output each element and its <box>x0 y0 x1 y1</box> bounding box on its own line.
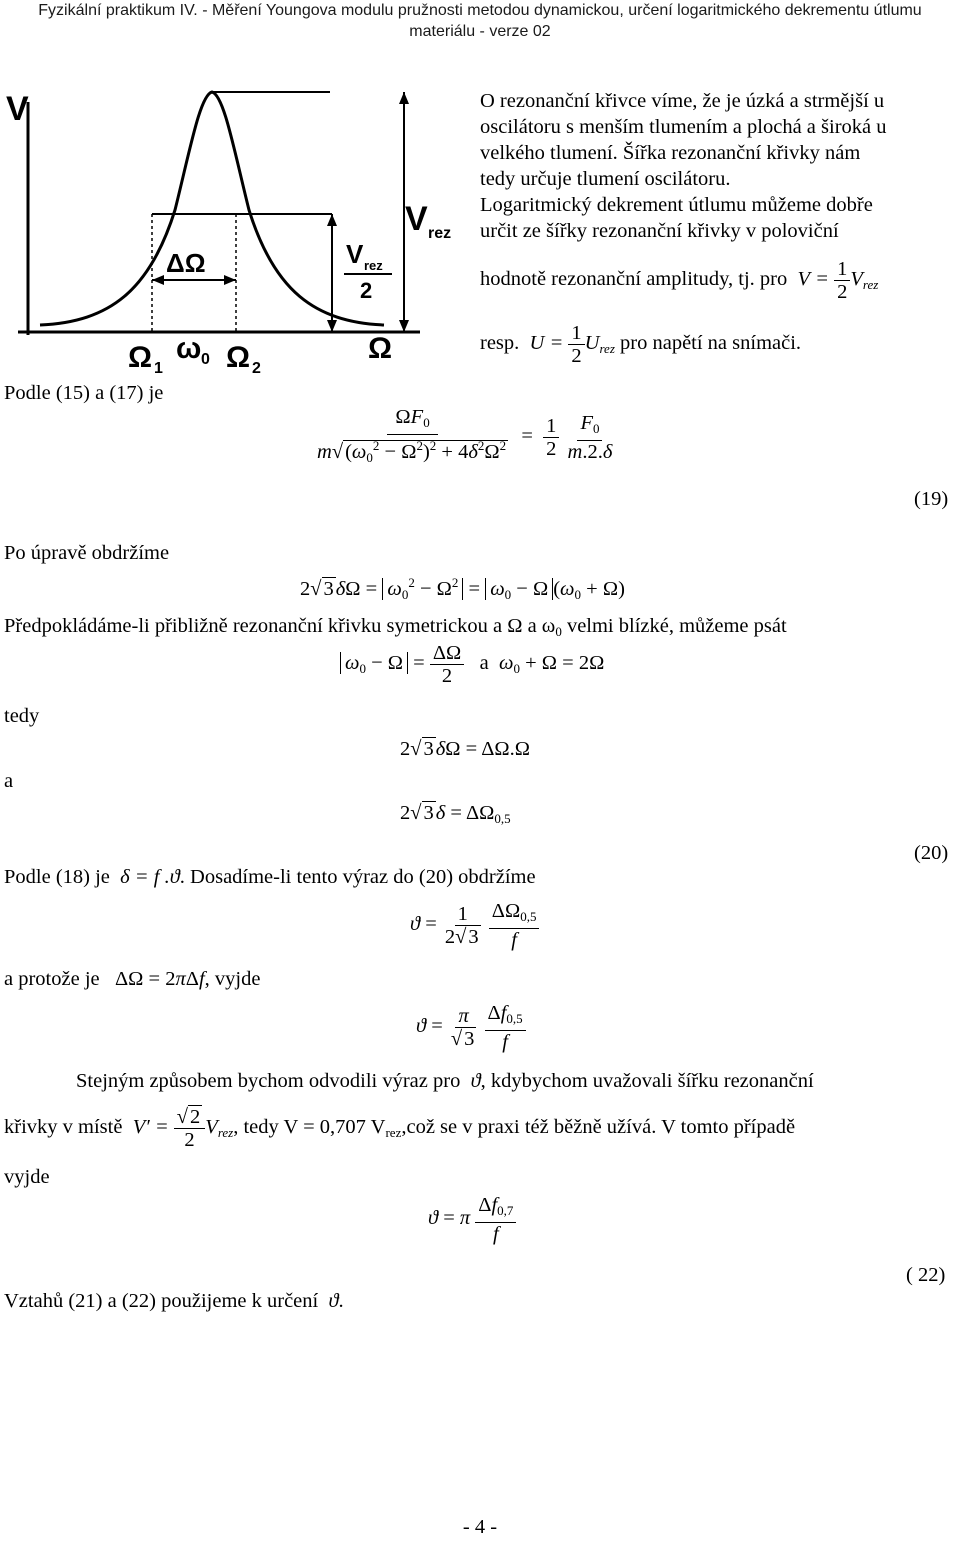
text-line: a protože je <box>4 968 100 990</box>
equation-theta-1: ϑ = $\frac{1}{2√3}$ $\frac{\Delta\Omega_{0,5}}{f}$ <box>410 900 539 951</box>
text-vyjde: vyjde <box>4 1166 50 1188</box>
omega1-sub: 1 <box>154 360 163 377</box>
equation-number-20: (20) <box>914 842 949 864</box>
text-line: Vztahů (21) a (22) použijeme k určení <box>4 1290 319 1312</box>
resonance-curve-figure <box>0 80 470 380</box>
paragraph-line: oscilátoru s menším tlumením a plochá a široká u <box>480 116 887 138</box>
subscript: rez <box>385 1125 402 1141</box>
subscript: 0 <box>555 624 562 639</box>
text-stejnym: Stejným způsobem bychom odvodili výraz pro ϑ, kdybychom uvažovali šířku rezonanční <box>76 1070 814 1092</box>
paragraph-line-with-formula: hodnotě rezonanční amplitudy, tj. pro V = $\frac{1}{2}$ $V_{rez}$ <box>480 258 879 303</box>
y-axis-label: V <box>6 90 29 128</box>
paragraph-line: pro napětí na snímači. <box>620 332 802 355</box>
x-axis-label: Ω <box>368 332 393 365</box>
page-header <box>0 0 960 42</box>
text-line: . Dosadíme-li tento výraz do (20) obdržíme <box>179 866 536 888</box>
half-vrez-label-sub: rez <box>364 258 383 273</box>
omega2-label: Ω <box>226 341 251 374</box>
equation-number-22: ( 22) <box>906 1264 946 1286</box>
text-a: a <box>4 770 14 792</box>
text-krivky: křivky v místě V′ = $\frac{√2}{2}$ $V_{rez}$, tedy V = 0,707 $V_{rez},což$ se v praxi též běžně užívá. V tomto případě <box>4 1106 796 1151</box>
paragraph-line-resp: resp. U = $\frac{1}{2}$ $U_{rez}$ pro napětí na snímači. <box>480 322 802 367</box>
equation-a: $2√3\delta = \Delta\Omega_{0,5}$ <box>400 802 511 826</box>
paragraph-line: tedy určuje tlumení oscilátoru. <box>480 168 731 190</box>
equation-number-19: (19) <box>914 488 949 510</box>
text-line: křivky v místě <box>4 1116 123 1139</box>
delta-omega-label: ΔΩ <box>166 248 206 278</box>
equation-after-uprave: $2√3\delta\Omega = \omega_0^2 - \Omega^2 = \omega_0 - \Omega$ $(\omega_0 + \Omega)$ <box>300 575 625 602</box>
text-a-protoze: a protože je ΔΩ = 2πΔf, vyjde <box>4 968 261 990</box>
text-predpokladame <box>4 613 787 645</box>
text-line: Předpokládáme-li přibližně rezonanční křivku symetrickou a Ω a ω <box>4 615 556 637</box>
omega0-sub: 0 <box>201 351 210 368</box>
page-number: - 4 - <box>462 1516 498 1538</box>
intro-paragraph <box>480 88 887 244</box>
text-line: , kdybychom uvažovali šířku rezonanční <box>480 1070 814 1092</box>
half-vrez-label-den: 2 <box>360 278 373 303</box>
equation-19: $\frac{\Omega F_0}{m√(\omega_0^2 - \Omega^2)^2 + 4\delta^2\Omega^2}$ = $\frac{1}{2}$ $\frac{F_0}{m.2.\delta}$ <box>317 406 613 465</box>
text-line: ,což se v praxi též běžně užívá. V tomto případě <box>401 1116 796 1139</box>
text-line: , vyjde <box>204 968 261 990</box>
text-podle-15-17: Podle (15) a (17) je <box>4 382 164 404</box>
omega2-sub: 2 <box>252 360 261 377</box>
vrez-label: V <box>405 200 428 238</box>
text-tedy: tedy <box>4 705 40 727</box>
vrez-label-sub: rez <box>428 225 452 242</box>
header-line-2: materiálu - verze 02 <box>409 23 551 40</box>
equation-tedy: 2√3δΩ = ΔΩ.Ω <box>400 738 530 760</box>
paragraph-line: O rezonanční křivce víme, že je úzká a strmější u <box>480 90 885 112</box>
paragraph-word: resp. <box>480 332 520 355</box>
equation-symmetric: $\omega_0 - \Omega$ = $\frac{\Delta\Omega}{2}$ a $\omega_0 + \Omega = 2\Omega$ <box>340 642 604 687</box>
paragraph-line: velkého tlumení. Šířka rezonanční křivky nám <box>480 142 861 164</box>
omega0-label: ω <box>176 332 202 365</box>
omega1-label: Ω <box>128 341 153 374</box>
paragraph-line: určit ze šířky rezonanční křivky v poloviční <box>480 220 839 242</box>
equation-theta-2: ϑ = $\frac{\pi}{√3}$ $\frac{\Delta f_{0,5}}{f}$ <box>416 1002 526 1053</box>
paragraph-line: Logaritmický dekrement útlumu můžeme dobře <box>480 194 873 216</box>
text-line: velmi blízké, můžeme psát <box>561 615 787 637</box>
text-vztahu: Vztahů (21) a (22) použijeme k určení ϑ. <box>4 1290 344 1312</box>
text-line: Stejným způsobem bychom odvodili výraz pro <box>76 1070 461 1092</box>
equation-theta-3: ϑ = π $\frac{\Delta f_{0,7}}{f}$ <box>428 1194 516 1245</box>
half-vrez-label: V <box>346 239 364 269</box>
paragraph-line: hodnotě rezonanční amplitudy, tj. pro <box>480 268 788 291</box>
text-po-uprave: Po úpravě obdržíme <box>4 542 170 564</box>
text-line: Podle (18) je <box>4 866 110 888</box>
text-line: , tedy V = 0,707 V <box>233 1116 386 1139</box>
text-podle-18: Podle (18) je δ = f .ϑ. Dosadíme-li tento výraz do (20) obdržíme <box>4 866 536 888</box>
header-line-1: Fyzikální praktikum IV. - Měření Youngova modulu pružnosti metodou dynamickou, určení logaritmického dekrementu útlumu <box>38 2 922 19</box>
